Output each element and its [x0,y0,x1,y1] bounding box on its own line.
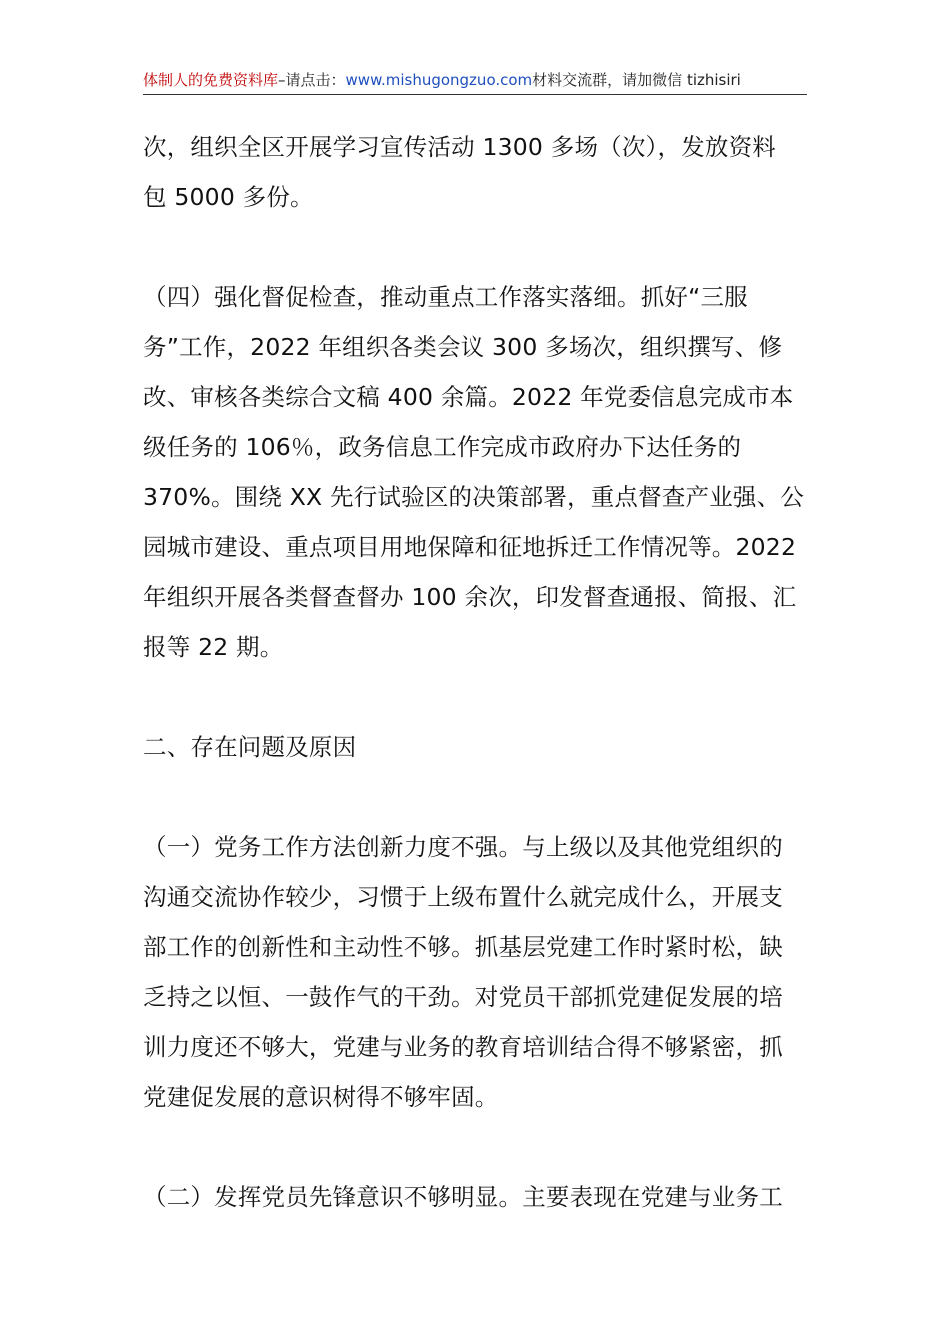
text-line: 训力度还不够大，党建与业务的教育培训结合得不够紧密，抓 [143,1033,783,1061]
text-line: 党建促发展的意识树得不够牢固。 [143,1083,499,1111]
paragraph-gap [143,222,807,272]
header-prompt: –请点击： [278,71,346,89]
text-line: （二）发挥党员先锋意识不够明显。主要表现在党建与业务工 [143,1183,783,1211]
text-line: 报等 22 期。 [143,633,284,661]
text-line: 乏持之以恒、一鼓作气的干劲。对党员干部抓党建促发展的培 [143,983,783,1011]
header-url-link[interactable]: www.mishugongzuo.com [345,71,533,89]
text-line: 级任务的 106％，政务信息工作完成市政府办下达任务的 [143,433,742,461]
text-line: （四）强化督促检查，推动重点工作落实落细。抓好“三服 [143,283,748,311]
paragraph-gap [143,672,807,722]
page-header [143,68,807,95]
section-heading: 二、存在问题及原因 [143,733,357,761]
text-line: 包 5000 多份。 [143,183,314,211]
text-line: 部工作的创新性和主动性不够。抓基层党建工作时紧时松，缺 [143,933,783,961]
document-body [143,122,807,1222]
text-line: 370%。围绕 XX 先行试验区的决策部署，重点督查产业强、公 [143,483,805,511]
header-brand: 体制人的免费资料库 [143,71,279,89]
text-line: 园城市建设、重点项目用地保障和征地拆迁工作情况等。2022 [143,533,797,561]
header-contact: 材料交流群，请加微信 tizhisiri [532,71,741,89]
text-line: （一）党务工作方法创新力度不强。与上级以及其他党组织的 [143,833,783,861]
text-line: 沟通交流协作较少，习惯于上级布置什么就完成什么，开展支 [143,883,783,911]
text-line: 年组织开展各类督查督办 100 余次，印发督查通报、简报、汇 [143,583,797,611]
text-line: 改、审核各类综合文稿 400 余篇。2022 年党委信息完成市本 [143,383,794,411]
text-line: 务”工作，2022 年组织各类会议 300 多场次，组织撰写、修 [143,333,783,361]
text-line: 次，组织全区开展学习宣传活动 1300 多场（次），发放资料 [143,133,776,161]
paragraph-gap [143,1122,807,1172]
paragraph-gap [143,772,807,822]
